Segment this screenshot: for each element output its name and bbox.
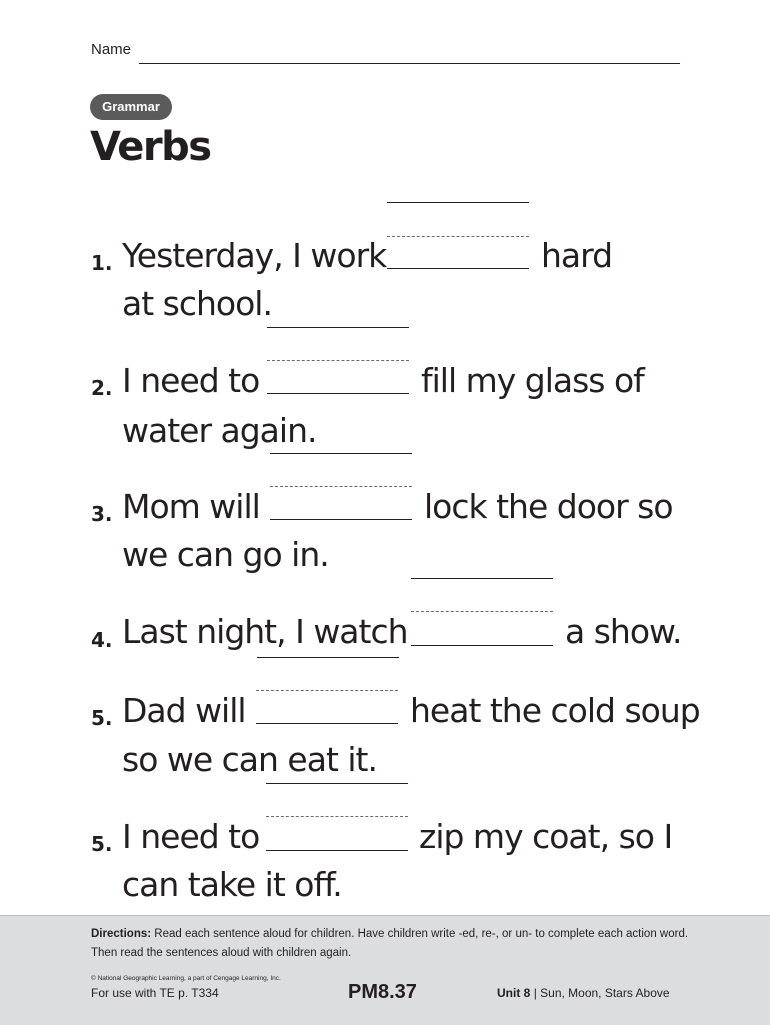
directions xyxy=(91,925,731,963)
sentence-5-text-b: heat the cold soup xyxy=(410,691,700,730)
sentence-2-guide xyxy=(267,360,409,361)
sentence-4-guide xyxy=(411,611,553,612)
unit-info xyxy=(497,986,670,1000)
copyright: © National Geographic Learning, a part of Cengage Learning, Inc. xyxy=(91,975,281,982)
sentence-4-text-b: a show. xyxy=(565,612,682,651)
sentence-4-extra-blank[interactable] xyxy=(257,657,399,658)
name-write-line[interactable] xyxy=(139,63,680,64)
sentence-6-guide xyxy=(266,816,408,817)
name-label: Name xyxy=(91,41,132,58)
sentence-5-text-line2: so we can eat it. xyxy=(122,740,377,779)
sentence-2-extra-blank[interactable] xyxy=(267,327,409,328)
sentence-1-text-a: Yesterday, I work xyxy=(122,236,387,275)
directions-text-2: Then read the sentences aloud with children again. xyxy=(91,947,352,959)
sentence-4-answer-blank[interactable] xyxy=(411,645,553,646)
sentence-4-number: 4. xyxy=(91,628,113,652)
directions-text: Read each sentence aloud for children. Have children write -ed, re-, or un- to complete each action word. xyxy=(154,928,689,940)
for-use-note: For use with TE p. T334 xyxy=(91,986,219,1000)
sentence-3-extra-blank[interactable] xyxy=(411,578,553,579)
sentence-3-text-line2: we can go in. xyxy=(122,535,329,574)
sentence-6-answer-blank[interactable] xyxy=(266,850,408,851)
sentence-1-guide xyxy=(387,236,529,237)
sentence-1-text-line2: at school. xyxy=(122,284,272,323)
sentence-6-text-b: zip my coat, so I xyxy=(419,817,673,856)
sentence-1-answer-blank[interactable] xyxy=(387,268,529,269)
grammar-badge: Grammar xyxy=(90,94,172,120)
sentence-1-extra-blank[interactable] xyxy=(387,202,529,203)
sentence-6-number: 5. xyxy=(91,832,113,856)
sentence-2-extra-blank-2[interactable] xyxy=(270,453,412,454)
sentence-2-text-a: I need to xyxy=(122,361,260,400)
sentence-6-text-line2: can take it off. xyxy=(122,865,342,904)
sentence-5-text-a: Dad will xyxy=(122,691,246,730)
sentence-5-answer-blank[interactable] xyxy=(256,723,398,724)
sentence-3-guide xyxy=(270,486,412,487)
sentence-1-text-b: hard xyxy=(541,236,613,275)
page-title: Verbs xyxy=(90,124,211,170)
sentence-6-text-a: I need to xyxy=(122,817,260,856)
sentence-5-extra-blank[interactable] xyxy=(266,783,408,784)
sentence-5-guide xyxy=(256,690,398,691)
page-code: PM8.37 xyxy=(348,981,417,1003)
sentence-2-number: 2. xyxy=(91,376,113,400)
sentence-2-text-line2: water again. xyxy=(122,411,317,450)
unit-label: Unit 8 xyxy=(497,986,531,1000)
sentence-2-answer-blank[interactable] xyxy=(267,393,409,394)
sentence-5-number: 5. xyxy=(91,706,113,730)
directions-label: Directions: xyxy=(91,928,152,940)
sentence-2-text-b: fill my glass of xyxy=(421,361,644,400)
sentence-3-number: 3. xyxy=(91,502,113,526)
sentence-3-text-b: lock the door so xyxy=(424,487,673,526)
unit-title: | Sun, Moon, Stars Above xyxy=(533,986,670,1000)
sentence-3-text-a: Mom will xyxy=(122,487,260,526)
sentence-4-text-a: Last night, I watch xyxy=(122,612,408,651)
sentence-1-number: 1. xyxy=(91,251,113,275)
sentence-3-answer-blank[interactable] xyxy=(270,519,412,520)
